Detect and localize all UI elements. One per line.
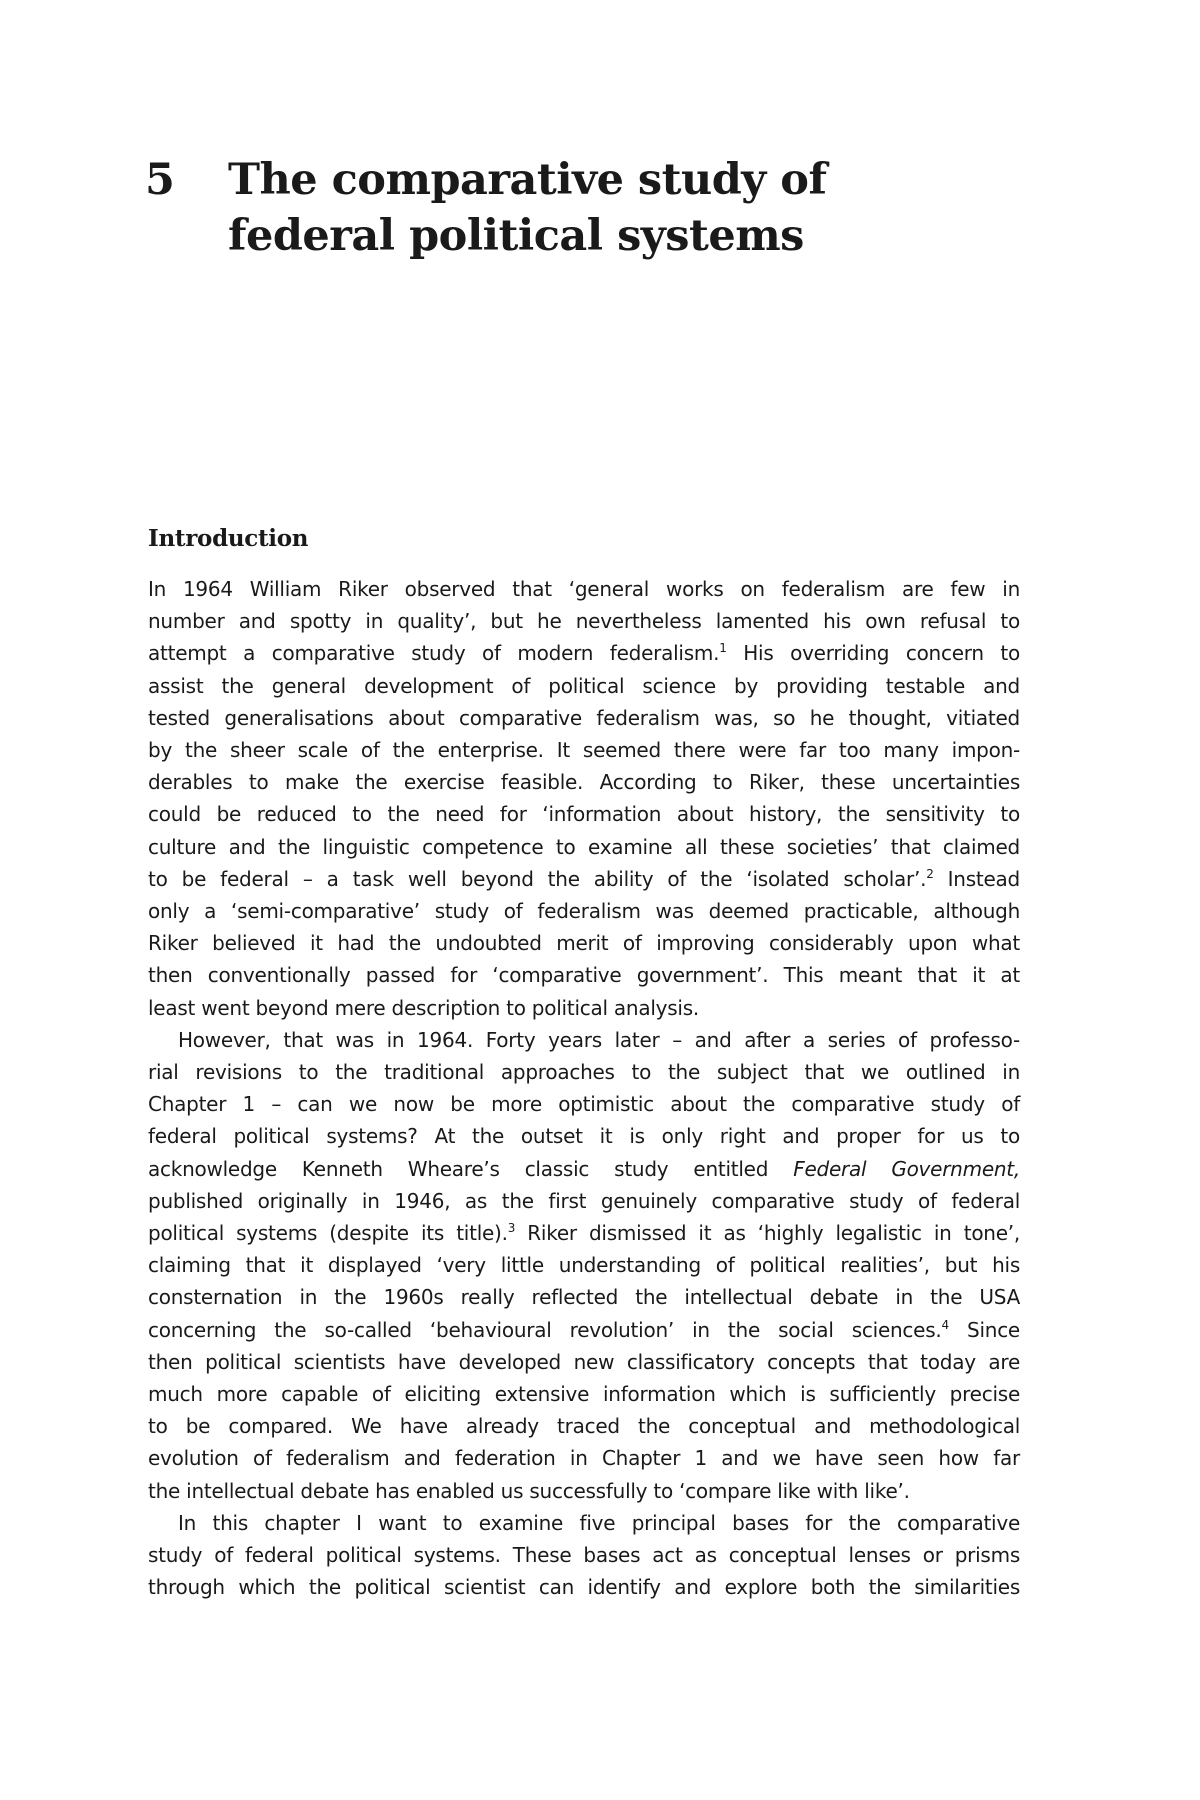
text-segment: His overriding concern to <box>726 641 1020 666</box>
footnote-ref: 4 <box>941 1317 949 1332</box>
text-line: evolution of federalism and federation in Chapter 1 and we have seen how far <box>148 1446 1020 1471</box>
text-line: In 1964 William Riker observed that ‘general works on federalism are few in <box>148 577 1020 601</box>
text-line <box>148 1217 1020 1249</box>
text-line: then political scientists have developed new classificatory concepts that today are <box>148 1349 1020 1374</box>
text-line: assist the general development of political science by providing testable and <box>148 673 1020 698</box>
chapter-number: 5 <box>145 155 175 205</box>
text-segment: political systems (despite its title). <box>148 1221 508 1246</box>
text-line: Chapter 1 – can we now be more optimistic about the comparative study of <box>148 1092 1020 1117</box>
section-heading: Introduction <box>148 525 309 552</box>
text-line <box>148 1314 1020 1346</box>
body-text <box>148 573 1020 1604</box>
text-segment: acknowledge Kenneth Wheare’s classic study entitled <box>148 1156 794 1181</box>
footnote-ref: 3 <box>507 1221 516 1236</box>
text-line: could be reduced to the need for ‘information about history, the sensitivity to <box>148 802 1020 827</box>
paragraph-3 <box>148 1507 1020 1604</box>
text-segment: attempt a comparative study of modern federalism. <box>148 641 720 666</box>
footnote-ref: 2 <box>926 866 934 881</box>
book-title: Federal Government, <box>793 1156 1021 1181</box>
text-segment: to be federal – a task well beyond the ability of the ‘isolated scholar’. <box>148 866 927 891</box>
text-line <box>148 1153 1020 1185</box>
text-line: In this chapter I want to examine five principal bases for the comparative <box>178 1510 1020 1535</box>
text-line: only a ‘semi-comparative’ study of federalism was deemed practicable, although <box>148 899 1020 924</box>
text-line: Riker believed it had the undoubted merit of improving considerably upon what <box>148 931 1020 956</box>
text-line: the intellectual debate has enabled us successfully to ‘compare like with like’. <box>148 1478 910 1503</box>
text-line: rial revisions to the traditional approaches to the subject that we outlined in <box>148 1060 1020 1085</box>
text-line: number and spotty in quality’, but he nevertheless lamented his own refusal to <box>148 609 1020 634</box>
text-line: culture and the linguistic competence to examine all these societies’ that claimed <box>148 834 1020 859</box>
text-line: through which the political scientist can identify and explore both the similarities <box>148 1575 1020 1600</box>
text-segment: Since <box>948 1317 1020 1342</box>
text-line: claiming that it displayed ‘very little understanding of political realities’, but his <box>148 1253 1020 1278</box>
text-segment: Instead <box>933 866 1021 891</box>
paragraph-2 <box>148 1024 1020 1507</box>
text-segment: concerning the so-called ‘behavioural revolution’ in the social sciences. <box>148 1317 942 1342</box>
text-line: by the sheer scale of the enterprise. It seemed there were far too many impon- <box>148 738 1020 763</box>
text-line <box>148 637 1020 669</box>
chapter-title <box>228 152 988 264</box>
text-line: study of federal political systems. These bases act as conceptual lenses or prisms <box>148 1543 1020 1568</box>
text-line: much more capable of eliciting extensive information which is sufficiently precise <box>148 1382 1020 1407</box>
chapter-title-line-2: federal political systems <box>228 211 804 261</box>
paragraph-1 <box>148 573 1020 1024</box>
text-line <box>148 863 1020 895</box>
text-line: tested generalisations about comparative federalism was, so he thought, vitiated <box>148 705 1020 730</box>
chapter-title-line-1: The comparative study of <box>228 155 827 205</box>
text-line: then conventionally passed for ‘comparative government’. This meant that it at <box>148 963 1020 988</box>
text-line: derables to make the exercise feasible. According to Riker, these uncertainties <box>148 770 1020 795</box>
text-line: published originally in 1946, as the first genuinely comparative study of federal <box>148 1188 1020 1213</box>
text-line: consternation in the 1960s really reflected the intellectual debate in the USA <box>148 1285 1020 1310</box>
text-line: federal political systems? At the outset it is only right and proper for us to <box>148 1124 1020 1149</box>
text-segment: Riker dismissed it as ‘highly legalistic in tone’, <box>515 1221 1021 1246</box>
text-line: to be compared. We have already traced the conceptual and methodological <box>148 1414 1020 1439</box>
footnote-ref: 1 <box>719 641 727 656</box>
text-line: least went beyond mere description to political analysis. <box>148 995 699 1020</box>
text-line: However, that was in 1964. Forty years later – and after a series of professo- <box>178 1027 1020 1052</box>
